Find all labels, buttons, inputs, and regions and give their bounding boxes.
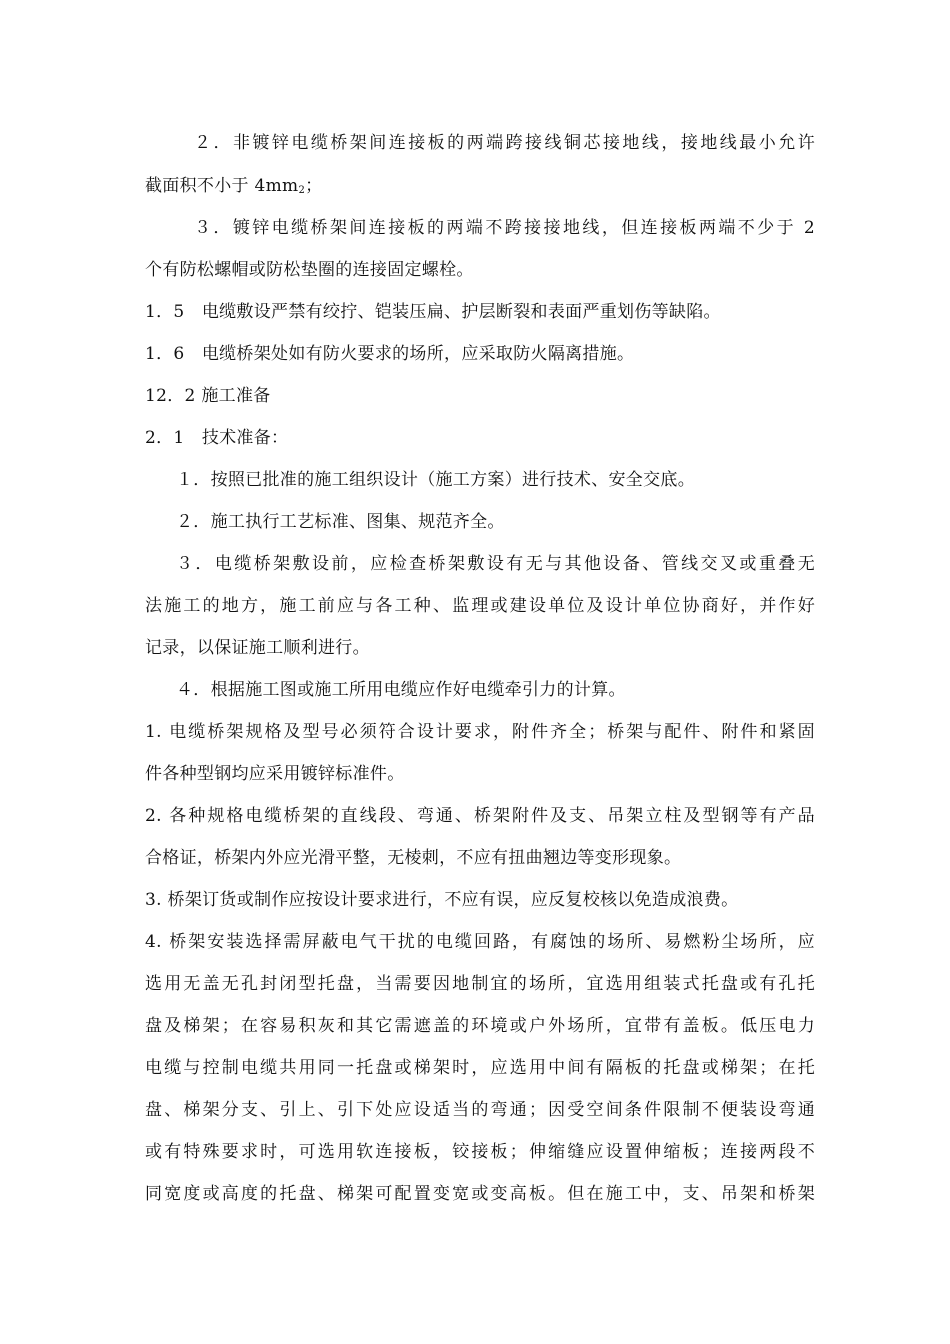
text-line-18: 合格证，桥架内外应光滑平整，无棱刺，不应有扭曲翘边等变形现象。 — [145, 848, 682, 868]
text-line-14: ４．根据施工图或施工所用电缆应作好电缆牵引力的计算。 — [176, 680, 626, 700]
text-line-22: 盘及梯架；在容易积灰和其它需遮盖的环境或户外场所，宜带有盖板。低压电力 — [145, 1016, 815, 1036]
section-heading: 12．2 施工准备 — [145, 386, 271, 406]
text-line-3: ３．镀锌电缆桥架间连接板的两端不跨接接地线，但连接板两端不少于 2 — [194, 218, 815, 238]
text-line-25: 或有特殊要求时，可选用软连接板，铰接板；伸缩缝应设置伸缩板；连接两段不 — [145, 1142, 815, 1162]
text-line-5: 1．5 电缆敷设严禁有绞拧、铠装压扁、护层断裂和表面严重划伤等缺陷。 — [145, 302, 721, 322]
text-line-21: 选用无盖无孔封闭型托盘，当需要因地制宜的场所，宜选用组装式托盘或有孔托 — [145, 974, 815, 994]
text-line-11: ３．电缆桥架敷设前，应检查桥架敷设有无与其他设备、管线交叉或重叠无 — [176, 554, 815, 574]
text-line-23: 电缆与控制电缆共用同一托盘或梯架时，应选用中间有隔板的托盘或梯架；在托 — [145, 1058, 815, 1078]
text-line-16: 件各种型钢均应采用镀锌标准件。 — [145, 764, 405, 784]
text-line-13: 记录，以保证施工顺利进行。 — [145, 638, 370, 658]
text-line-15: 1. 电缆桥架规格及型号必须符合设计要求，附件齐全；桥架与配件、附件和紧固 — [145, 722, 815, 742]
text-line-2 — [145, 176, 815, 199]
text-line-2-end: ； — [305, 176, 323, 196]
text-line-6: 1．6 电缆桥架处如有防火要求的场所，应采取防火隔离措施。 — [145, 344, 635, 364]
text-line-24: 盘、梯架分支、引上、引下处应设适当的弯通；因受空间条件限制不便装设弯通 — [145, 1100, 815, 1120]
text-line-2-body: 截面积不小于 4mm — [145, 176, 299, 196]
text-line-10: ２．施工执行工艺标准、图集、规范齐全。 — [176, 512, 505, 532]
text-line-9: １．按照已批准的施工组织设计（施工方案）进行技术、安全交底。 — [176, 470, 695, 490]
unit-subscript: 2 — [298, 185, 306, 196]
text-line-1: ２．非镀锌电缆桥架间连接板的两端跨接线铜芯接地线，接地线最小允许 — [194, 133, 815, 153]
text-line-20: 4. 桥架安装选择需屏蔽电气干扰的电缆回路，有腐蚀的场所、易燃粉尘场所，应 — [145, 932, 815, 952]
text-line-17: 2. 各种规格电缆桥架的直线段、弯通、桥架附件及支、吊架立柱及型钢等有产品 — [145, 806, 815, 826]
text-line-12: 法施工的地方，施工前应与各工种、监理或建设单位及设计单位协商好，并作好 — [145, 596, 815, 616]
text-line-26: 同宽度或高度的托盘、梯架可配置变宽或变高板。但在施工中，支、吊架和桥架 — [145, 1184, 815, 1204]
subsection-heading: 2．1 技术准备： — [145, 428, 289, 448]
text-line-19: 3. 桥架订货或制作应按设计要求进行，不应有误，应反复校核以免造成浪费。 — [145, 890, 739, 910]
text-line-4: 个有防松螺帽或防松垫圈的连接固定螺栓。 — [145, 260, 474, 280]
